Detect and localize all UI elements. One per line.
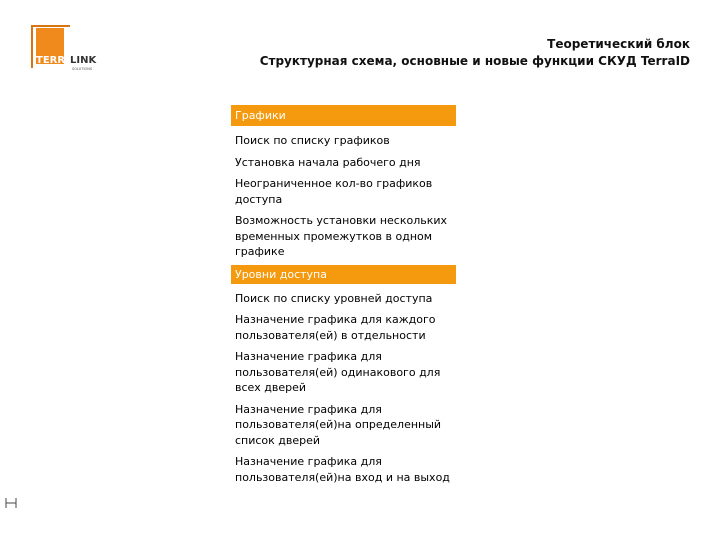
feature-list <box>231 105 456 490</box>
page-header <box>260 36 690 70</box>
logo-text-sub: SOLUTIONS <box>72 67 93 71</box>
header-title: Теоретический блок <box>547 37 690 51</box>
list-item: Назначение графика для пользователя(ей)на определенный список дверей <box>235 402 442 447</box>
slide-corner-mark <box>4 496 18 510</box>
list-item: Неограниченное кол-во графиков доступа <box>235 177 433 206</box>
list-item: Назначение графика для пользователя(ей)на вход и на выход <box>235 455 450 484</box>
section-header-schedules: Графики <box>231 105 456 126</box>
list-item: Назначение графика для пользователя(ей) одинакового для всех дверей <box>235 350 441 394</box>
section-header-access-levels: Уровни доступа <box>231 265 456 284</box>
header-subtitle: Структурная схема, основные и новые функции СКУД TerraID <box>259 54 690 68</box>
list-item: Установка начала рабочего дня <box>235 155 421 169</box>
list-item: Поиск по списку уровней доступа <box>235 291 433 305</box>
terralink-logo <box>30 24 112 76</box>
list-item: Возможность установки нескольких временных промежутков в одном графике <box>235 214 448 258</box>
list-item: Назначение графика для каждого пользователя(ей) в отдельности <box>235 313 436 342</box>
logo-text-link: LINK <box>70 55 97 66</box>
list-item: Поиск по списку графиков <box>235 134 390 147</box>
logo-text-terra: TERRA <box>36 55 73 66</box>
